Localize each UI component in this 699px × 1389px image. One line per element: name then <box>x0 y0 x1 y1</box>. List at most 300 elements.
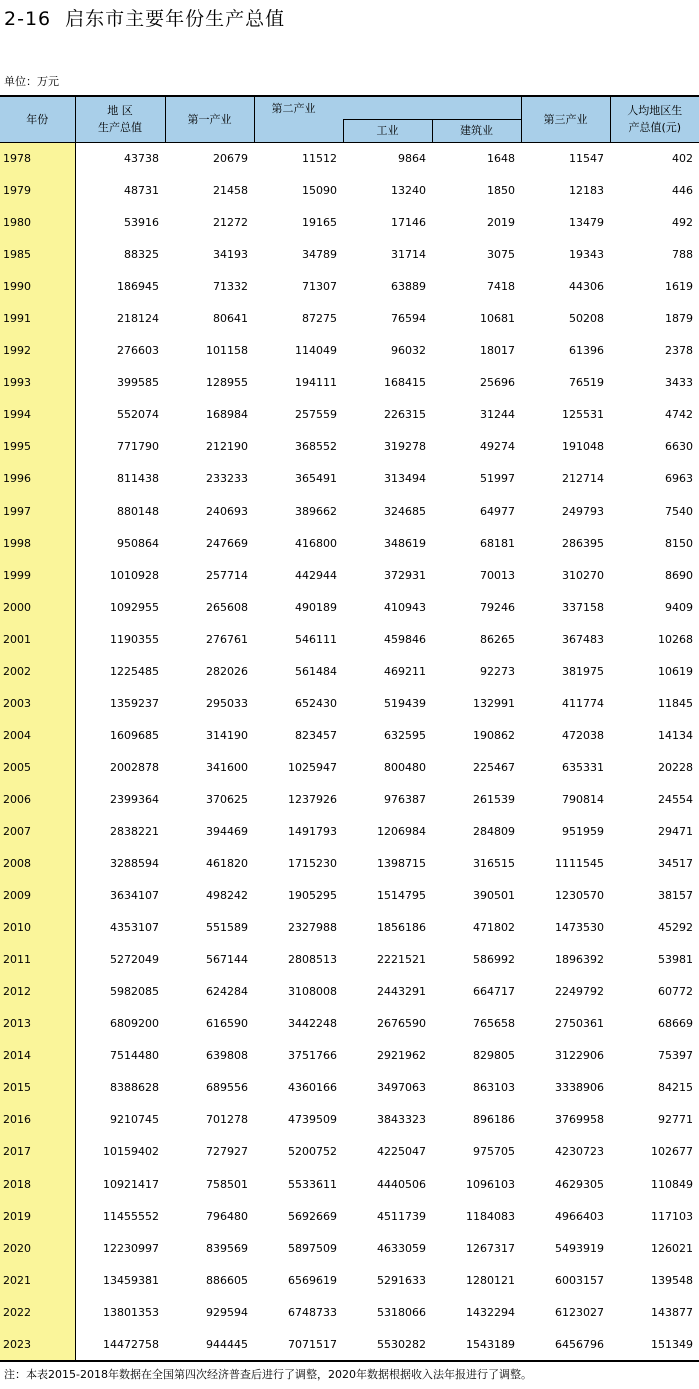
cell-per-capita: 10268 <box>658 632 694 646</box>
cell-primary: 240693 <box>206 504 248 518</box>
cell-primary: 727927 <box>206 1145 248 1159</box>
cell-tertiary: 6456796 <box>555 1337 605 1351</box>
cell-secondary: 5533611 <box>288 1177 337 1191</box>
cell-per-capita: 2378 <box>665 344 694 358</box>
cell-industry: 2676590 <box>377 1017 426 1031</box>
cell-per-capita: 9409 <box>665 600 694 614</box>
cell-year: 2010 <box>0 912 75 944</box>
cell-secondary: 1905295 <box>288 889 337 903</box>
cell-primary: 886605 <box>206 1273 248 1287</box>
cell-secondary: 194111 <box>295 376 337 390</box>
cell-construction: 64977 <box>480 504 516 518</box>
cell-industry: 2443291 <box>377 985 426 999</box>
cell-year: 2011 <box>0 944 75 976</box>
cell-per-capita: 102677 <box>651 1145 694 1159</box>
cell-per-capita: 8690 <box>665 568 694 582</box>
cell-construction: 284809 <box>473 825 516 838</box>
cell-per-capita: 45292 <box>658 921 694 935</box>
cell-per-capita: 1619 <box>665 280 694 294</box>
cell-primary: 498242 <box>206 889 248 903</box>
cell-industry: 96032 <box>391 344 426 358</box>
cell-tertiary: 44306 <box>569 280 605 294</box>
cell-secondary: 4739509 <box>288 1113 337 1127</box>
cell-primary: 624284 <box>206 985 248 999</box>
cell-secondary: 3442248 <box>288 1017 337 1031</box>
cell-primary: 168984 <box>206 408 248 422</box>
cell-gdp: 12230997 <box>103 1241 159 1255</box>
cell-tertiary: 61396 <box>569 344 605 358</box>
cell-year: 1997 <box>0 495 75 527</box>
cell-industry: 31714 <box>391 248 426 262</box>
table-row <box>0 271 699 303</box>
cell-per-capita: 446 <box>672 184 694 198</box>
cell-industry: 324685 <box>384 504 426 518</box>
cell-construction: 7418 <box>487 280 516 294</box>
cell-year: 1996 <box>0 463 75 495</box>
cell-primary: 341600 <box>206 760 248 774</box>
cell-industry: 2921962 <box>377 1049 426 1063</box>
header-gdp-line2: 生产总值 <box>98 121 142 135</box>
cell-year: 2008 <box>0 848 75 880</box>
table-row <box>0 303 699 335</box>
cell-industry: 976387 <box>384 792 426 806</box>
cell-primary: 616590 <box>206 1017 248 1031</box>
cell-gdp: 10159402 <box>103 1145 159 1159</box>
table-row <box>0 559 699 591</box>
cell-primary: 257714 <box>206 568 248 582</box>
cell-primary: 20679 <box>213 152 248 166</box>
header-tertiary: 第三产业 <box>521 96 610 142</box>
cell-secondary: 1237926 <box>288 792 337 806</box>
cell-gdp: 10921417 <box>103 1177 159 1191</box>
header-industry: 工业 <box>343 120 432 143</box>
cell-primary: 551589 <box>206 921 248 935</box>
cell-secondary: 87275 <box>302 312 337 326</box>
cell-tertiary: 4629305 <box>555 1177 605 1191</box>
cell-per-capita: 11845 <box>658 696 694 710</box>
table-row <box>0 527 699 559</box>
cell-secondary: 5692669 <box>288 1209 337 1223</box>
cell-primary: 80641 <box>213 312 248 326</box>
cell-tertiary: 1230570 <box>555 889 605 903</box>
cell-year: 2021 <box>0 1264 75 1296</box>
cell-year: 2002 <box>0 655 75 687</box>
cell-secondary: 4360166 <box>288 1081 337 1095</box>
cell-industry: 1206984 <box>377 825 426 838</box>
cell-primary: 461820 <box>206 857 248 871</box>
cell-per-capita: 3433 <box>665 376 694 390</box>
cell-construction: 49274 <box>480 440 516 454</box>
cell-construction: 863103 <box>473 1081 516 1095</box>
cell-construction: 51997 <box>480 472 516 486</box>
cell-primary: 233233 <box>206 472 248 486</box>
cell-per-capita: 14134 <box>658 728 694 742</box>
cell-gdp: 186945 <box>117 280 159 294</box>
cell-per-capita: 92771 <box>658 1113 694 1127</box>
table-row <box>0 783 699 815</box>
cell-industry: 5530282 <box>377 1337 426 1351</box>
cell-per-capita: 29471 <box>658 825 694 838</box>
table-header <box>0 96 699 142</box>
cell-primary: 128955 <box>206 376 248 390</box>
table-body <box>0 142 699 1361</box>
cell-construction: 1850 <box>487 184 516 198</box>
table-row <box>0 367 699 399</box>
cell-industry: 2221521 <box>377 953 426 967</box>
cell-year: 2009 <box>0 880 75 912</box>
cell-gdp: 1609685 <box>110 728 159 742</box>
cell-industry: 3843323 <box>377 1113 426 1127</box>
cell-gdp: 1092955 <box>110 600 159 614</box>
cell-secondary: 490189 <box>295 600 337 614</box>
cell-industry: 469211 <box>384 664 426 678</box>
cell-primary: 944445 <box>206 1337 248 1351</box>
cell-year: 2020 <box>0 1232 75 1264</box>
table-row <box>0 1200 699 1232</box>
cell-gdp: 14472758 <box>103 1337 159 1351</box>
cell-per-capita: 8150 <box>665 536 694 550</box>
cell-year: 2001 <box>0 623 75 655</box>
cell-industry: 4225047 <box>377 1145 426 1159</box>
cell-gdp: 43738 <box>124 152 159 166</box>
cell-year: 1998 <box>0 527 75 559</box>
cell-year: 2006 <box>0 783 75 815</box>
cell-construction: 190862 <box>473 728 516 742</box>
cell-construction: 3075 <box>487 248 516 262</box>
cell-tertiary: 367483 <box>562 632 605 646</box>
table-row <box>0 880 699 912</box>
cell-gdp: 1010928 <box>110 568 159 582</box>
header-gdp <box>75 96 165 142</box>
cell-gdp: 1225485 <box>110 664 159 678</box>
cell-tertiary: 286395 <box>562 536 605 550</box>
table-row <box>0 463 699 495</box>
cell-gdp: 2838221 <box>110 825 159 838</box>
header-year: 年份 <box>0 96 75 142</box>
cell-year: 1979 <box>0 175 75 207</box>
cell-tertiary: 2249792 <box>555 985 605 999</box>
cell-industry: 17146 <box>391 216 426 230</box>
cell-year: 2023 <box>0 1328 75 1361</box>
cell-gdp: 276603 <box>117 344 159 358</box>
cell-gdp: 5982085 <box>110 985 159 999</box>
cell-per-capita: 84215 <box>658 1081 694 1095</box>
cell-per-capita: 10619 <box>658 664 694 678</box>
table-number: 2-16 <box>4 8 52 30</box>
cell-primary: 295033 <box>206 696 248 710</box>
table-row <box>0 1296 699 1328</box>
cell-primary: 212190 <box>206 440 248 454</box>
cell-construction: 92273 <box>480 664 516 678</box>
table-title: 启东市主要年份生产总值 <box>65 8 286 30</box>
cell-gdp: 88325 <box>124 248 159 262</box>
table-row <box>0 142 699 175</box>
header-per-capita <box>610 96 699 142</box>
table-row <box>0 944 699 976</box>
cell-secondary: 6569619 <box>288 1273 337 1287</box>
cell-primary: 796480 <box>206 1209 248 1223</box>
table-row <box>0 495 699 527</box>
cell-industry: 76594 <box>391 312 426 326</box>
cell-gdp: 2002878 <box>110 760 159 774</box>
cell-secondary: 2327988 <box>288 921 337 935</box>
cell-construction: 18017 <box>480 344 516 358</box>
cell-industry: 348619 <box>384 536 426 550</box>
cell-tertiary: 381975 <box>562 664 605 678</box>
cell-gdp: 1190355 <box>110 632 159 646</box>
cell-construction: 1648 <box>487 152 516 166</box>
table-row <box>0 239 699 271</box>
cell-construction: 1267317 <box>466 1241 516 1255</box>
cell-primary: 929594 <box>206 1305 248 1319</box>
cell-secondary: 561484 <box>295 664 337 678</box>
cell-tertiary: 212714 <box>562 472 605 486</box>
cell-per-capita: 143877 <box>651 1305 694 1319</box>
cell-tertiary: 5493919 <box>555 1241 605 1255</box>
cell-gdp: 3288594 <box>110 857 159 871</box>
cell-industry: 372931 <box>384 568 426 582</box>
cell-tertiary: 635331 <box>562 760 605 774</box>
header-per-capita-line1: 人均地区生 <box>627 104 683 118</box>
cell-secondary: 389662 <box>295 504 337 518</box>
cell-per-capita: 6963 <box>665 472 694 486</box>
cell-primary: 282026 <box>206 664 248 678</box>
cell-construction: 829805 <box>473 1049 516 1063</box>
table-row <box>0 1264 699 1296</box>
cell-per-capita: 151349 <box>651 1337 694 1351</box>
cell-secondary: 71307 <box>302 280 337 294</box>
table-row <box>0 175 699 207</box>
cell-primary: 247669 <box>206 536 248 550</box>
table-row <box>0 848 699 880</box>
cell-per-capita: 139548 <box>651 1273 694 1287</box>
cell-industry: 1856186 <box>377 921 426 935</box>
table-row <box>0 1232 699 1264</box>
cell-year: 2000 <box>0 591 75 623</box>
cell-construction: 25696 <box>480 376 516 390</box>
cell-primary: 21458 <box>213 184 248 198</box>
cell-construction: 896186 <box>473 1113 516 1127</box>
cell-tertiary: 472038 <box>562 728 605 742</box>
cell-secondary: 5200752 <box>288 1145 337 1159</box>
cell-year: 1993 <box>0 367 75 399</box>
table-row <box>0 623 699 655</box>
cell-secondary: 19165 <box>302 216 337 230</box>
cell-primary: 276761 <box>206 632 248 646</box>
header-gdp-line1: 地 区 <box>107 104 133 118</box>
cell-per-capita: 402 <box>672 152 694 166</box>
cell-construction: 1184083 <box>466 1209 516 1223</box>
cell-gdp: 8388628 <box>110 1081 159 1095</box>
cell-year: 2016 <box>0 1104 75 1136</box>
cell-construction: 471802 <box>473 921 516 935</box>
cell-year: 2004 <box>0 719 75 751</box>
table-row <box>0 335 699 367</box>
cell-year: 2014 <box>0 1040 75 1072</box>
cell-industry: 4633059 <box>377 1241 426 1255</box>
cell-construction: 86265 <box>480 632 516 646</box>
cell-per-capita: 6630 <box>665 440 694 454</box>
table-row <box>0 1136 699 1168</box>
cell-tertiary: 310270 <box>562 568 605 582</box>
cell-year: 2005 <box>0 751 75 783</box>
footnote: 注：本表2015-2018年数据在全国第四次经济普查后进行了调整，2020年数据根据收入法年报进行了调整。 <box>4 1368 532 1381</box>
cell-secondary: 3751766 <box>288 1049 337 1063</box>
cell-gdp: 5272049 <box>110 953 159 967</box>
cell-per-capita: 38157 <box>658 889 694 903</box>
cell-secondary: 442944 <box>295 568 337 582</box>
cell-tertiary: 76519 <box>569 376 605 390</box>
cell-year: 1999 <box>0 559 75 591</box>
cell-construction: 1280121 <box>466 1273 516 1287</box>
cell-tertiary: 4230723 <box>555 1145 605 1159</box>
cell-industry: 4440506 <box>377 1177 426 1191</box>
cell-per-capita: 20228 <box>658 760 694 774</box>
cell-per-capita: 24554 <box>658 792 694 806</box>
cell-secondary: 823457 <box>295 728 337 742</box>
cell-construction: 1096103 <box>466 1177 516 1191</box>
cell-year: 1990 <box>0 271 75 303</box>
cell-tertiary: 50208 <box>569 312 605 326</box>
cell-primary: 34193 <box>213 248 248 262</box>
cell-primary: 71332 <box>213 280 248 294</box>
cell-gdp: 13801353 <box>103 1305 159 1319</box>
cell-construction: 1432294 <box>466 1305 516 1319</box>
cell-industry: 800480 <box>384 760 426 774</box>
cell-secondary: 652430 <box>295 696 337 710</box>
cell-per-capita: 126021 <box>651 1241 694 1255</box>
cell-primary: 701278 <box>206 1113 248 1127</box>
cell-secondary: 5897509 <box>288 1241 337 1255</box>
cell-primary: 265608 <box>206 600 248 614</box>
cell-secondary: 6748733 <box>288 1305 337 1319</box>
cell-primary: 758501 <box>206 1177 248 1191</box>
cell-industry: 9864 <box>398 152 426 166</box>
cell-year: 2017 <box>0 1136 75 1168</box>
table-row <box>0 976 699 1008</box>
cell-secondary: 1715230 <box>288 857 337 871</box>
cell-gdp: 7514480 <box>110 1049 159 1063</box>
cell-construction: 975705 <box>473 1145 516 1159</box>
cell-gdp: 218124 <box>117 312 159 326</box>
cell-gdp: 811438 <box>117 472 159 486</box>
table-row <box>0 591 699 623</box>
table-row <box>0 1040 699 1072</box>
cell-gdp: 2399364 <box>110 792 159 806</box>
header-secondary-blank <box>254 120 343 143</box>
cell-industry: 519439 <box>384 696 426 710</box>
cell-industry: 632595 <box>384 728 426 742</box>
table-row <box>0 1072 699 1104</box>
cell-gdp: 9210745 <box>110 1113 159 1127</box>
cell-tertiary: 1896392 <box>555 953 605 967</box>
cell-year: 2019 <box>0 1200 75 1232</box>
cell-per-capita: 110849 <box>651 1177 694 1191</box>
cell-tertiary: 249793 <box>562 504 605 518</box>
cell-secondary: 365491 <box>295 472 337 486</box>
cell-industry: 1398715 <box>377 857 426 871</box>
cell-primary: 370625 <box>206 792 248 806</box>
cell-industry: 459846 <box>384 632 426 646</box>
table-row <box>0 1104 699 1136</box>
cell-construction: 68181 <box>480 536 516 550</box>
cell-industry: 63889 <box>391 280 426 294</box>
cell-tertiary: 1473530 <box>555 921 605 935</box>
cell-construction: 132991 <box>473 696 516 710</box>
cell-secondary: 546111 <box>295 632 337 646</box>
cell-tertiary: 19343 <box>569 248 605 262</box>
cell-construction: 664717 <box>473 985 516 999</box>
cell-tertiary: 12183 <box>569 184 605 198</box>
cell-tertiary: 3338906 <box>555 1081 605 1095</box>
cell-tertiary: 3122906 <box>555 1049 605 1063</box>
cell-gdp: 48731 <box>124 184 159 198</box>
cell-secondary: 15090 <box>302 184 337 198</box>
cell-industry: 168415 <box>384 376 426 390</box>
table-row <box>0 655 699 687</box>
cell-secondary: 1491793 <box>288 825 337 838</box>
table-row <box>0 687 699 719</box>
cell-gdp: 880148 <box>117 504 159 518</box>
cell-year: 1992 <box>0 335 75 367</box>
cell-per-capita: 788 <box>672 248 694 262</box>
cell-construction: 10681 <box>480 312 516 326</box>
cell-industry: 319278 <box>384 440 426 454</box>
cell-year: 2018 <box>0 1168 75 1200</box>
cell-year: 1980 <box>0 207 75 239</box>
cell-per-capita: 68669 <box>658 1017 694 1031</box>
cell-secondary: 7071517 <box>288 1337 337 1351</box>
cell-tertiary: 6003157 <box>555 1273 605 1287</box>
cell-per-capita: 75397 <box>658 1049 694 1063</box>
cell-per-capita: 7540 <box>665 504 694 518</box>
cell-tertiary: 191048 <box>562 440 605 454</box>
cell-year: 2022 <box>0 1296 75 1328</box>
cell-secondary: 368552 <box>295 440 337 454</box>
cell-construction: 586992 <box>473 953 516 967</box>
cell-gdp: 399585 <box>117 376 159 390</box>
cell-industry: 5291633 <box>377 1273 426 1287</box>
cell-gdp: 3634107 <box>110 889 159 903</box>
cell-year: 1985 <box>0 239 75 271</box>
cell-construction: 225467 <box>473 760 516 774</box>
header-per-capita-line2: 产总值(元) <box>628 121 682 135</box>
cell-tertiary: 1111545 <box>555 857 605 871</box>
cell-primary: 839569 <box>206 1241 248 1255</box>
cell-year: 2003 <box>0 687 75 719</box>
table-row <box>0 431 699 463</box>
unit-label: 单位：万元 <box>4 75 59 88</box>
cell-gdp: 4353107 <box>110 921 159 935</box>
cell-tertiary: 11547 <box>569 152 605 166</box>
cell-gdp: 1359237 <box>110 696 159 710</box>
header-primary: 第一产业 <box>165 96 254 142</box>
cell-year: 1978 <box>0 142 75 175</box>
cell-year: 2013 <box>0 1008 75 1040</box>
cell-secondary: 11512 <box>302 152 337 166</box>
cell-gdp: 13459381 <box>103 1273 159 1287</box>
cell-per-capita: 34517 <box>658 857 694 871</box>
cell-primary: 314190 <box>206 728 248 742</box>
cell-year: 2012 <box>0 976 75 1008</box>
cell-tertiary: 951959 <box>562 825 605 838</box>
header-construction: 建筑业 <box>432 120 521 143</box>
cell-construction: 1543189 <box>466 1337 516 1351</box>
cell-tertiary: 790814 <box>562 792 605 806</box>
cell-secondary: 2808513 <box>288 953 337 967</box>
cell-gdp: 950864 <box>117 536 159 550</box>
cell-tertiary: 13479 <box>569 216 605 230</box>
